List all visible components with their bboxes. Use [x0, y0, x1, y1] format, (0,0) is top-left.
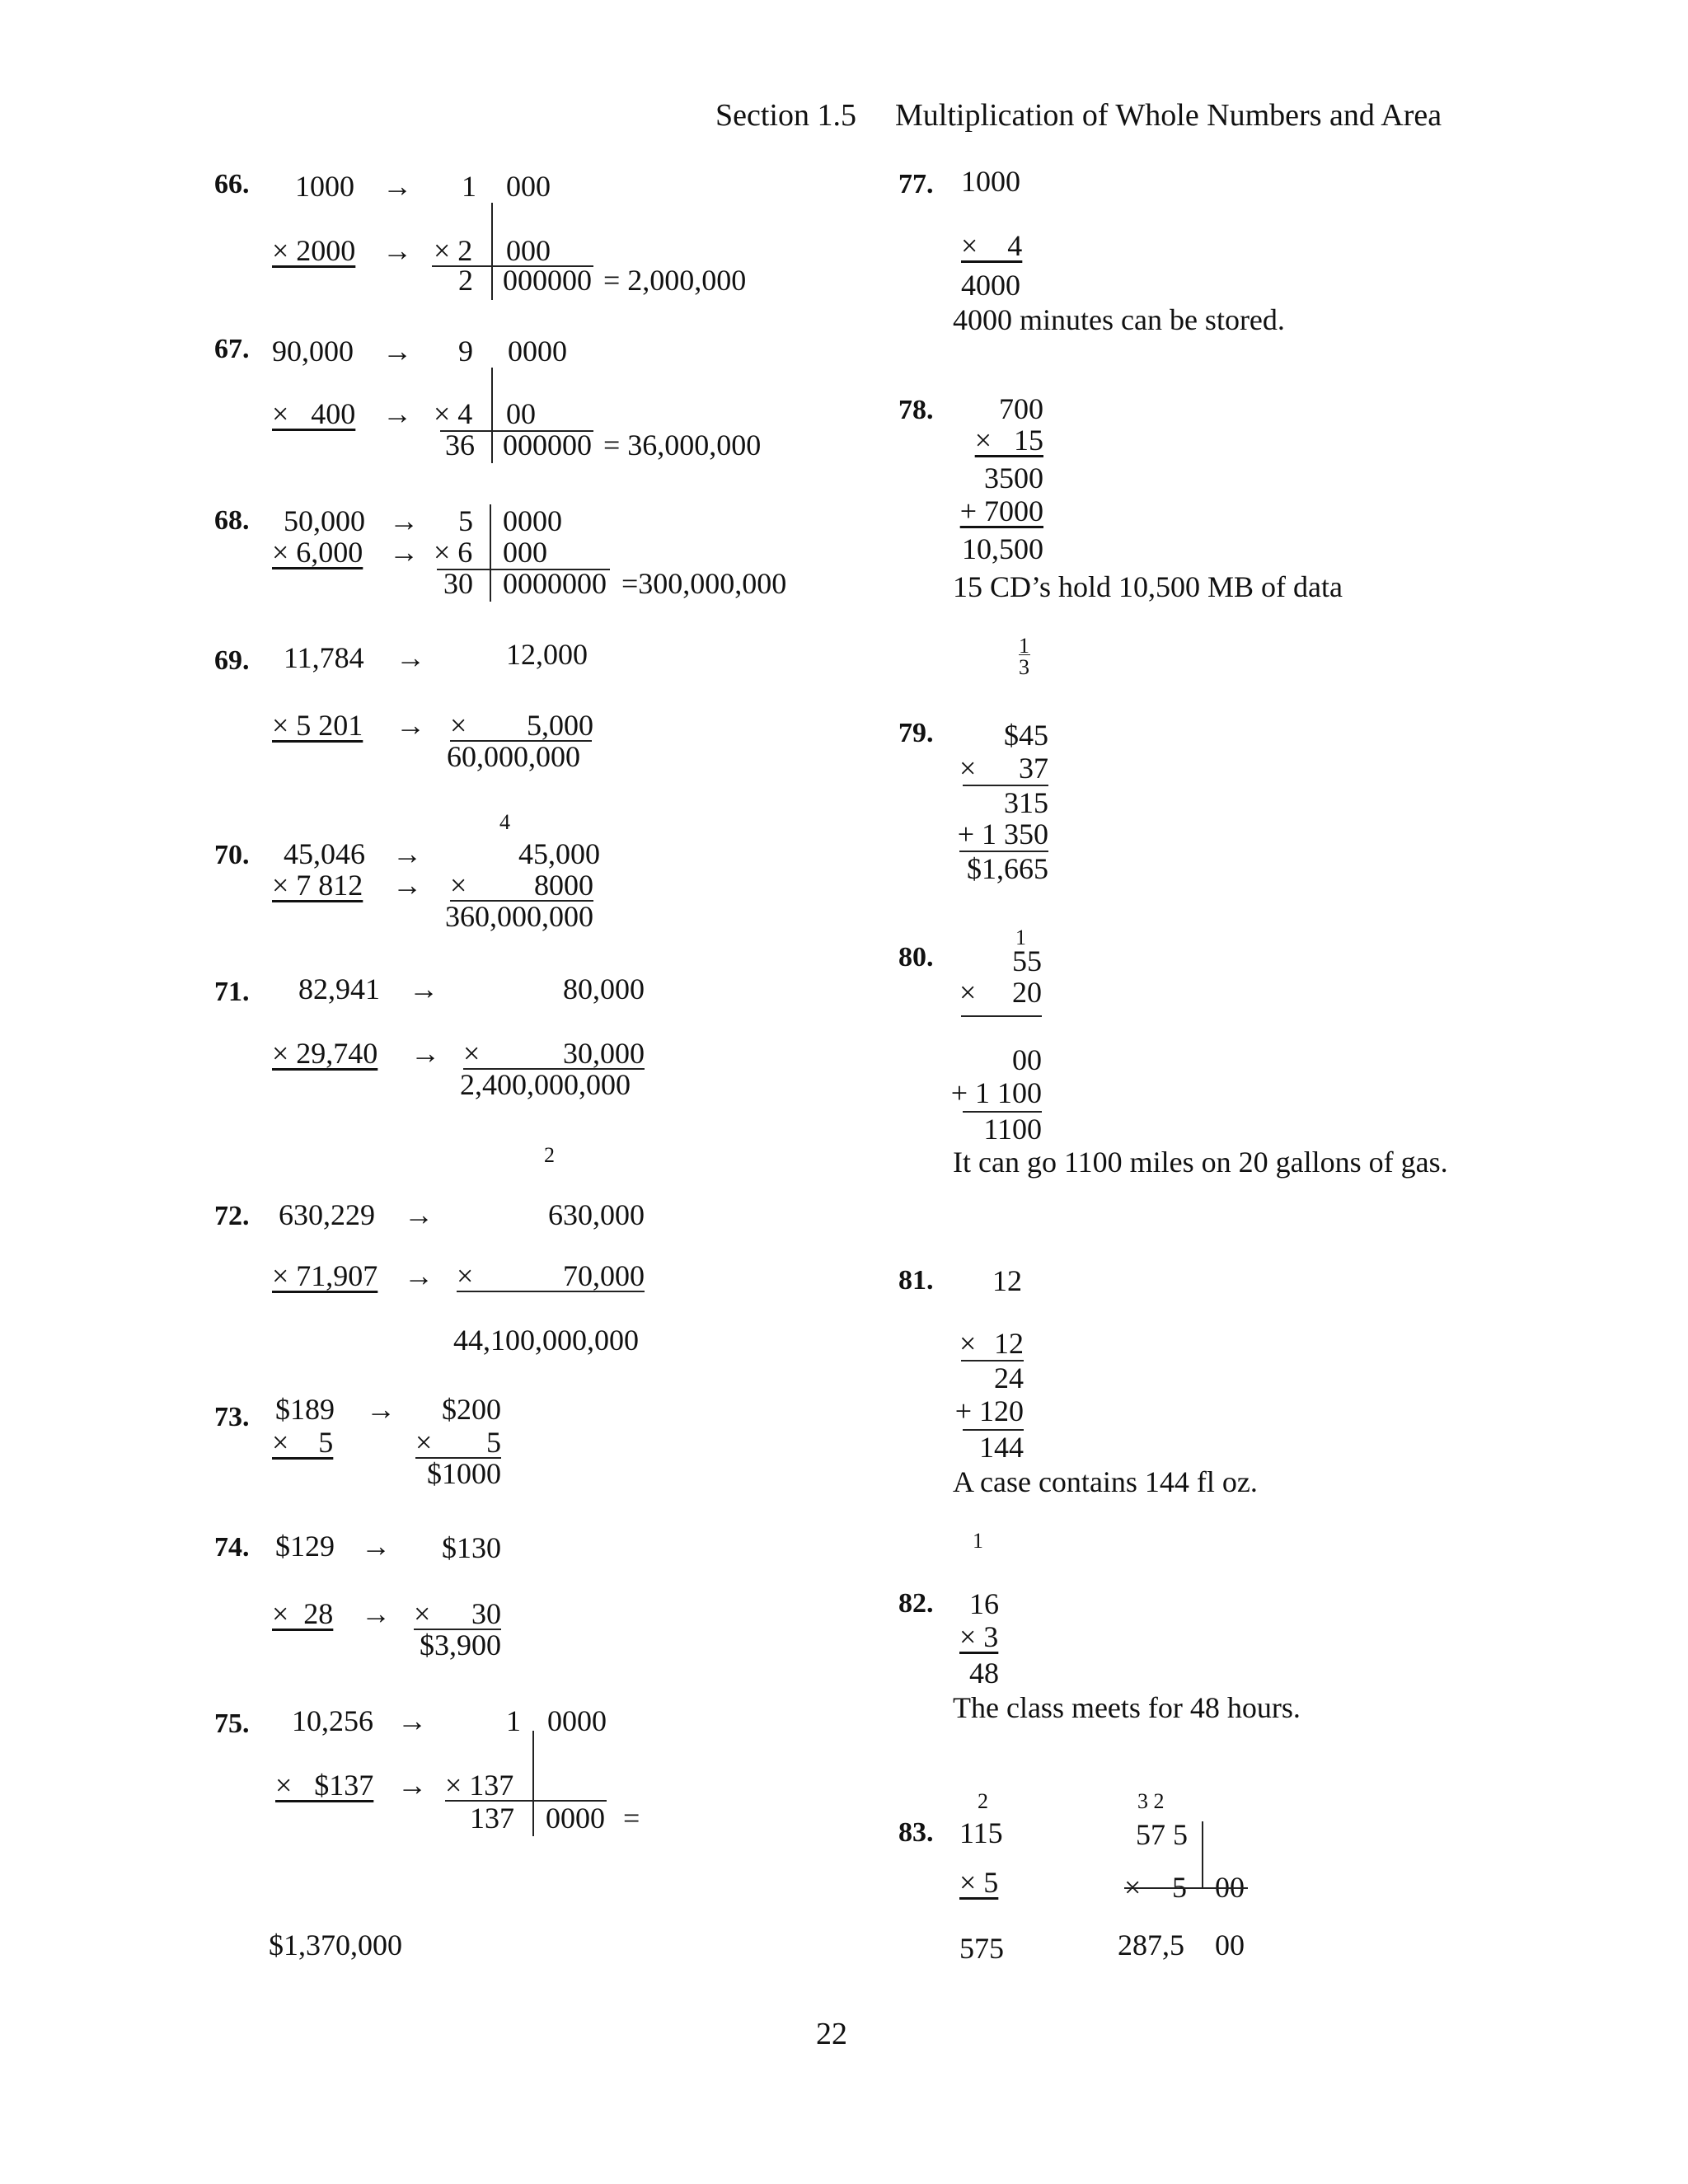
problem-number: 78. — [898, 395, 934, 425]
problem-number: 66. — [214, 169, 250, 199]
arrow-icon: → — [397, 1769, 427, 1802]
factor-b: × $137 — [275, 1769, 374, 1802]
factor-b: × 71,907 — [272, 1259, 378, 1292]
product: 10,500 — [962, 532, 1043, 565]
partial-product-1: 3500 — [984, 462, 1043, 494]
problem-number: 67. — [214, 334, 250, 364]
answer-sentence: 4000 minutes can be stored. — [953, 303, 1285, 336]
alt-product: 287,5 — [1118, 1929, 1184, 1961]
arrow-icon: → — [361, 1530, 391, 1563]
result: = 36,000,000 — [603, 429, 762, 462]
answer-sentence: The class meets for 48 hours. — [953, 1691, 1301, 1724]
rounded-a-zeros: 0000 — [547, 1704, 607, 1737]
arrow-icon: → — [404, 1198, 434, 1231]
estimate-result: 360,000,000 — [445, 900, 593, 933]
product: 144 — [979, 1431, 1024, 1464]
problem-number: 70. — [214, 840, 250, 870]
partial-lead: 2 — [458, 264, 473, 297]
problem-number: 73. — [214, 1402, 250, 1432]
carry-digits: 3 2 — [1137, 1789, 1165, 1813]
partial-zeros: 000000 — [503, 264, 592, 297]
estimate-result: 44,100,000,000 — [453, 1324, 639, 1357]
product: 575 — [959, 1932, 1004, 1965]
factor-a: 11,784 — [284, 641, 364, 674]
factor-b: × 5 — [272, 1426, 334, 1459]
problem-number: 83. — [898, 1817, 934, 1848]
times-sign: × — [415, 1426, 433, 1459]
product-line — [961, 1015, 1042, 1017]
factor-b: × 6,000 — [272, 536, 363, 569]
partial-product-2: + 1 100 — [950, 1076, 1042, 1109]
zero-separator — [491, 368, 493, 463]
arrow-icon: → — [392, 837, 422, 870]
factor-a: 115 — [959, 1816, 1003, 1849]
carry-digit: 1 — [973, 1529, 983, 1553]
times-sign: × — [1124, 1871, 1142, 1904]
rounded-a-lead: 9 — [458, 335, 473, 368]
product-line — [457, 1291, 645, 1292]
partial-zeros: 0000 — [546, 1802, 605, 1835]
carry-digit: 3 — [1019, 655, 1029, 679]
factor-a: $189 — [275, 1393, 335, 1426]
factor-a: 630,229 — [279, 1198, 375, 1231]
rounded-b: 5 — [486, 1426, 501, 1459]
problem-number: 69. — [214, 645, 250, 676]
problem-number: 74. — [214, 1532, 250, 1563]
arrow-icon: → — [382, 335, 412, 368]
problem-number: 79. — [898, 718, 934, 748]
carry-digit: 4 — [499, 810, 510, 834]
factor-b: × 400 — [272, 397, 356, 430]
rounded-a-zeros: 0000 — [503, 504, 562, 537]
alt-factor-a: 57 5 — [1136, 1818, 1188, 1851]
factor-b: × 5 201 — [272, 709, 363, 742]
page-title: Multiplication of Whole Numbers and Area — [895, 98, 1442, 133]
arrow-icon: → — [382, 234, 412, 267]
factor-a: 700 — [999, 392, 1043, 425]
carry-digit: 2 — [978, 1789, 988, 1813]
arrow-icon: → — [410, 1037, 440, 1070]
rounded-b: × 137 — [445, 1769, 514, 1802]
estimate-result: 2,400,000,000 — [460, 1068, 631, 1101]
product: 48 — [969, 1657, 999, 1690]
result: $1,370,000 — [269, 1929, 402, 1961]
product: 1100 — [983, 1113, 1042, 1146]
zero-separator — [1202, 1821, 1203, 1887]
rounded-b: 30 — [471, 1597, 501, 1630]
arrow-icon: → — [397, 1704, 427, 1737]
result: = 2,000,000 — [603, 264, 747, 297]
factor-b: 20 — [1012, 976, 1042, 1009]
factor-b: × 4 — [961, 229, 1023, 262]
factor-b: × 7 812 — [272, 869, 363, 902]
times-sign: × — [457, 1259, 474, 1292]
answer-sentence: 15 CD’s hold 10,500 MB of data — [953, 570, 1343, 603]
factor-b: × 5 — [959, 1866, 999, 1899]
zero-separator — [491, 203, 493, 300]
rounded-a: $130 — [442, 1531, 501, 1564]
arrow-icon: → — [382, 170, 412, 203]
factor-a: 12 — [992, 1264, 1022, 1297]
zero-separator — [490, 504, 491, 602]
rounded-b: 30,000 — [563, 1037, 645, 1070]
times-sign: × — [450, 709, 467, 742]
times-sign: × — [414, 1597, 431, 1630]
partial-zeros: 000000 — [503, 429, 592, 462]
partial-product-1: 315 — [1004, 786, 1048, 819]
rounded-a-lead: 1 — [506, 1704, 521, 1737]
zero-separator — [532, 1731, 534, 1836]
factor-a: 50,000 — [284, 504, 365, 537]
estimate-result: $3,900 — [420, 1629, 501, 1661]
factor-a: 1000 — [961, 165, 1020, 198]
rounded-a-lead: 5 — [458, 504, 473, 537]
rounded-b-zeros: 00 — [506, 397, 536, 430]
partial-product-2: + 7000 — [959, 494, 1043, 527]
arrow-icon: → — [396, 641, 425, 674]
partial-product-1: 24 — [994, 1361, 1024, 1394]
rounded-a: 630,000 — [548, 1198, 645, 1231]
arrow-icon: → — [392, 869, 422, 902]
partial-product-1: 00 — [1012, 1043, 1042, 1076]
factor-b: × 2000 — [272, 234, 356, 267]
arrow-icon: → — [382, 397, 412, 430]
factor-b: 37 — [1019, 752, 1048, 785]
answer-sentence: It can go 1100 miles on 20 gallons of gas. — [953, 1146, 1448, 1179]
product: 4000 — [961, 269, 1020, 302]
rounded-a: $200 — [442, 1393, 501, 1426]
times-sign: × — [959, 752, 977, 785]
problem-number: 81. — [898, 1265, 934, 1296]
rounded-a: 12,000 — [506, 638, 588, 671]
alt-factor-b: 5 — [1172, 1871, 1187, 1904]
page-number: 22 — [816, 2017, 847, 2051]
rounded-a-zeros: 0000 — [508, 335, 567, 368]
factor-a: 16 — [969, 1587, 999, 1620]
rounded-b: 8000 — [534, 869, 593, 902]
times-sign: × — [463, 1037, 481, 1070]
times-sign: × — [959, 976, 977, 1009]
factor-a: 55 — [1012, 944, 1042, 977]
times-sign: × — [450, 869, 467, 902]
carry-digit: 1 — [1019, 634, 1029, 658]
partial-lead: 137 — [470, 1802, 514, 1835]
result: =300,000,000 — [621, 567, 787, 600]
rounded-b: 70,000 — [563, 1259, 645, 1292]
partial-product-2: + 120 — [954, 1394, 1024, 1427]
factor-a: 10,256 — [292, 1704, 373, 1737]
rounded-a: 80,000 — [563, 972, 645, 1005]
rounded-a: 45,000 — [518, 837, 600, 870]
arrow-icon: → — [409, 972, 438, 1005]
equals-sign: = — [623, 1802, 640, 1835]
rounded-b-lead: × 2 — [434, 234, 473, 267]
factor-a: 82,941 — [298, 972, 380, 1005]
partial-zeros: 0000000 — [503, 567, 607, 600]
problem-number: 72. — [214, 1201, 250, 1231]
problem-number: 82. — [898, 1588, 934, 1619]
factor-a: $129 — [275, 1530, 335, 1563]
section-label: Section 1.5 — [715, 98, 856, 133]
factor-a: $45 — [1004, 719, 1048, 752]
rounded-b: 5,000 — [527, 709, 593, 742]
carry-digit: 2 — [544, 1143, 555, 1167]
times-sign: × — [959, 1327, 977, 1360]
rounded-a-lead: 1 — [462, 170, 476, 203]
partial-lead: 36 — [445, 429, 475, 462]
answer-sentence: A case contains 144 fl oz. — [953, 1465, 1258, 1498]
arrow-icon: → — [361, 1597, 391, 1630]
arrow-icon: → — [404, 1259, 434, 1292]
estimate-result: 60,000,000 — [447, 740, 580, 773]
problem-number: 80. — [898, 942, 934, 972]
factor-b: 12 — [994, 1327, 1024, 1360]
rounded-b-lead: × 4 — [434, 397, 473, 430]
rounded-a-zeros: 000 — [506, 170, 551, 203]
factor-b: × 28 — [272, 1597, 334, 1630]
alt-product-zeros: 00 — [1215, 1929, 1245, 1961]
factor-a: 1000 — [295, 170, 354, 203]
strike-line — [1124, 1887, 1248, 1889]
problem-number: 71. — [214, 977, 250, 1007]
factor-b: × 29,740 — [272, 1037, 378, 1070]
rounded-b-zeros: 000 — [503, 536, 547, 569]
estimate-result: $1000 — [427, 1457, 501, 1490]
carry-digit: 1 — [1015, 926, 1026, 949]
factor-b: × 3 — [959, 1620, 999, 1653]
arrow-icon: → — [389, 536, 419, 569]
rounded-b-lead: × 6 — [434, 536, 473, 569]
problem-number: 77. — [898, 169, 934, 199]
problem-number: 75. — [214, 1708, 250, 1739]
alt-zeros: 00 — [1215, 1871, 1245, 1904]
product: $1,665 — [967, 852, 1048, 885]
factor-a: 45,046 — [284, 837, 365, 870]
arrow-icon: → — [389, 504, 419, 537]
factor-b: × 15 — [974, 424, 1043, 457]
partial-lead: 30 — [443, 567, 473, 600]
arrow-icon: → — [366, 1393, 396, 1426]
arrow-icon: → — [396, 709, 425, 742]
partial-product-2: + 1 350 — [957, 818, 1048, 851]
problem-number: 68. — [214, 505, 250, 536]
factor-a: 90,000 — [272, 335, 354, 368]
rounded-b-zeros: 000 — [506, 234, 551, 267]
